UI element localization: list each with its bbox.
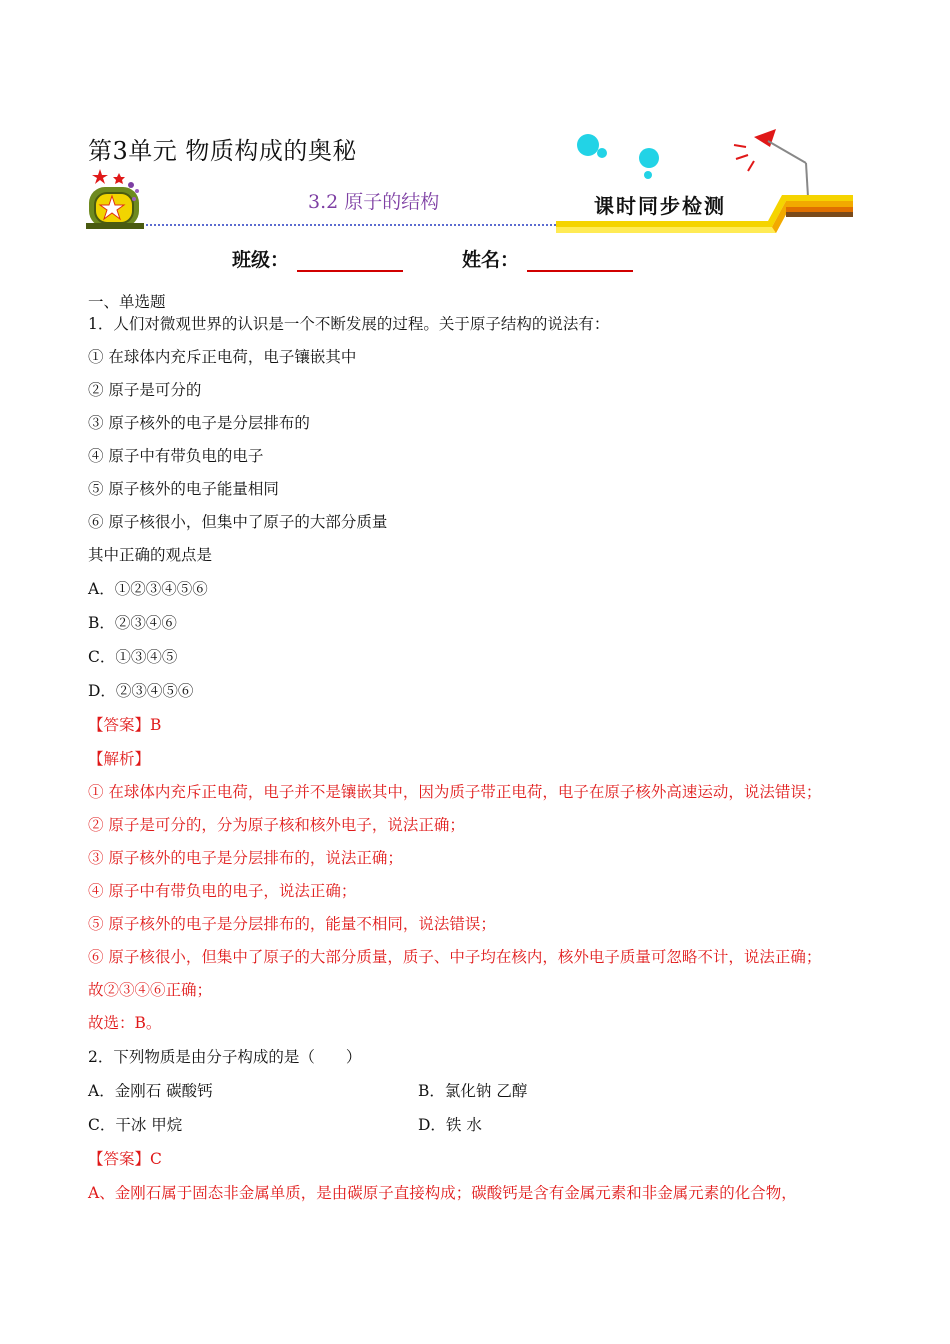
q2-option-a: A．金刚石 碳酸钙 [88,1082,213,1100]
name-field[interactable] [462,245,633,272]
q1-analysis-line: ③ 原子核外的电子是分层排布的，说法正确； [88,849,403,867]
q1-statement: ④ 原子中有带负电的电子 [88,447,264,465]
q1-option-c: C．①③④⑤ [88,648,178,666]
q1-option-b: B．②③④⑥ [88,614,177,632]
q1-analysis-line: ② 原子是可分的，分为原子核和核外电子，说法正确； [88,816,465,834]
lesson-title: 3.2 原子的结构 [308,191,440,213]
q2-options-row [88,1115,878,1149]
q1-prompt: 其中正确的观点是 [88,546,213,564]
q1-statement: ① 在球体内充斥正电荷，电子镶嵌其中 [88,348,357,366]
q1-analysis-line: ⑤ 原子核外的电子是分层排布的，能量不相同，说法错误； [88,915,496,933]
name-label: 姓名： [462,249,520,271]
unit-title: 第3单元 物质构成的奥秘 [88,137,357,165]
q1-analysis-line: ⑥ 原子核很小，但集中了原子的大部分质量，质子、中子均在核内，核外电子质量可忽略不计，说法正确； [88,948,822,966]
q2-option-d: D．铁 水 [418,1116,482,1134]
q1-statement: ③ 原子核外的电子是分层排布的 [88,414,310,432]
bubble [639,148,659,168]
q2-stem: 2．下列物质是由分子构成的是（ ） [88,1048,362,1066]
class-blank[interactable] [297,248,403,272]
q2-analysis-line: A、金刚石属于固态非金属单质，是由碳原子直接构成；碳酸钙是含有金属元素和非金属元素的化合物， [88,1184,797,1202]
q1-option-a: A．①②③④⑤⑥ [88,580,208,598]
section-heading: 一、单选题 [88,293,166,311]
worksheet-tag: 课时同步检测 [594,194,726,218]
name-blank[interactable] [527,248,633,272]
class-label: 班级： [232,249,290,271]
q1-statement: ⑥ 原子核很小，但集中了原子的大部分质量 [88,513,388,531]
badge-icon [86,169,144,229]
q1-statement: ⑤ 原子核外的电子能量相同 [88,480,279,498]
bubble [577,134,599,156]
q1-analysis-label: 【解析】 [88,750,151,768]
q2-option-b: B．氯化钠 乙醇 [418,1082,528,1100]
q1-statement: ② 原子是可分的 [88,381,202,399]
q1-analysis-line: 故选：B。 [88,1014,162,1032]
q2-option-c: C．干冰 甲烷 [88,1116,183,1134]
class-field[interactable] [232,245,403,272]
question-content [88,292,878,1217]
q1-option-d: D．②③④⑤⑥ [88,682,194,700]
lamp-icon [734,129,808,197]
q1-stem: 1．人们对微观世界的认识是一个不断发展的过程。关于原子结构的说法有： [88,315,610,333]
q1-analysis-line: ① 在球体内充斥正电荷，电子并不是镶嵌其中，因为质子带正电荷，电子在原子核外高速运动，说法错误； [88,783,822,801]
q1-analysis-line: ④ 原子中有带负电的电子，说法正确； [88,882,357,900]
q1-analysis-line: 故②③④⑥正确； [88,981,213,999]
bubble [597,148,607,158]
q1-answer: 【答案】B [88,716,162,734]
q2-options-row [88,1081,878,1115]
bubble [644,171,652,179]
q2-answer: 【答案】C [88,1150,162,1168]
